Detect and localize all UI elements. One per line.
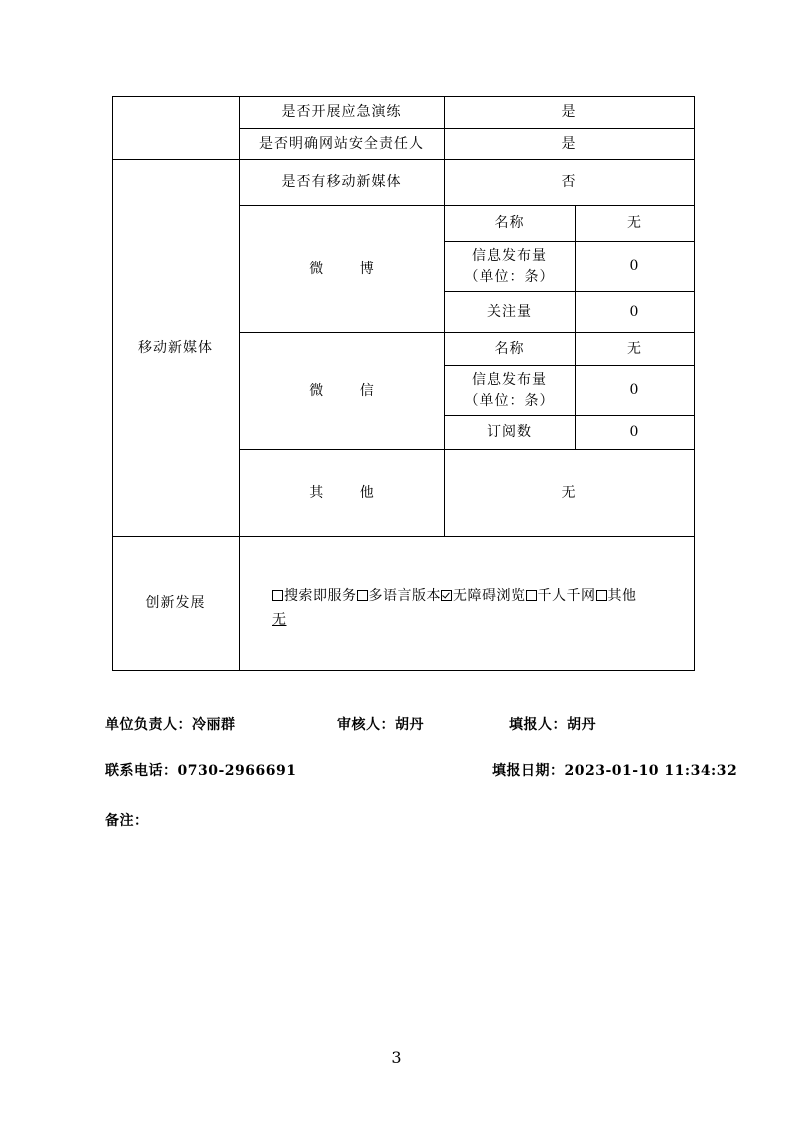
mobile-section-label: 移动新媒体 <box>138 339 213 356</box>
has-mobile-value: 否 <box>561 174 577 190</box>
checkbox-other[interactable] <box>596 590 607 601</box>
filler: 填报人：胡丹 <box>509 717 596 733</box>
security-value: 是 <box>561 135 577 152</box>
innovation-options-line <box>272 584 692 608</box>
innovation-other-text: 无 <box>272 612 287 628</box>
page-number: 3 <box>391 1048 402 1067</box>
wechat-publish-label-line2: （单位：条） <box>464 392 555 409</box>
weibo-name-value: 无 <box>627 215 642 231</box>
option-accessibility: 无障碍浏览 <box>453 588 526 604</box>
wechat-name-value: 无 <box>627 340 642 357</box>
weibo-follow-label: 关注量 <box>487 303 532 320</box>
weibo-publish-label-line1: 信息发布量 <box>472 247 547 264</box>
checkbox-accessibility[interactable] <box>441 590 452 601</box>
weibo-label: 微 博 <box>309 260 390 277</box>
wechat-subscribe-value: 0 <box>629 424 640 440</box>
checkbox-personalized[interactable] <box>526 590 537 601</box>
weibo-publish-label <box>444 242 575 291</box>
option-other: 其他 <box>607 588 637 604</box>
wechat-publish-value: 0 <box>629 382 640 398</box>
weibo-follow-value: 0 <box>629 303 640 320</box>
reviewer: 审核人：胡丹 <box>337 717 424 733</box>
option-search-service: 搜索即服务 <box>284 588 357 604</box>
wechat-subscribe-label: 订阅数 <box>487 424 532 440</box>
fill-date: 填报日期：2023-01-10 11:34:32 <box>492 763 738 779</box>
phone: 联系电话：0730-2966691 <box>105 763 297 779</box>
wechat-name-label: 名称 <box>494 340 525 357</box>
option-multilanguage: 多语言版本 <box>368 588 441 604</box>
table-border <box>112 670 695 671</box>
has-mobile-label: 是否有移动新媒体 <box>281 174 402 190</box>
table-border <box>694 96 695 671</box>
innovation-options <box>272 584 692 632</box>
checkbox-multilanguage[interactable] <box>357 590 368 601</box>
weibo-name-label: 名称 <box>494 215 525 231</box>
weibo-publish-label-line2: （单位：条） <box>464 268 555 285</box>
unit-head: 单位负责人：冷丽群 <box>105 717 236 733</box>
security-label: 是否明确网站安全责任人 <box>259 135 424 152</box>
innovation-label: 创新发展 <box>145 595 206 611</box>
drill-label: 是否开展应急演练 <box>281 104 402 120</box>
checkbox-search-service[interactable] <box>272 590 283 601</box>
weibo-publish-value: 0 <box>629 258 640 274</box>
option-personalized: 千人千网 <box>537 588 596 604</box>
remark: 备注： <box>105 813 149 829</box>
wechat-publish-label-line1: 信息发布量 <box>472 371 547 388</box>
other-label: 其 他 <box>309 484 390 501</box>
other-value: 无 <box>561 484 577 501</box>
drill-value: 是 <box>561 104 577 120</box>
wechat-publish-label <box>444 366 575 415</box>
wechat-label: 微 信 <box>309 382 390 399</box>
